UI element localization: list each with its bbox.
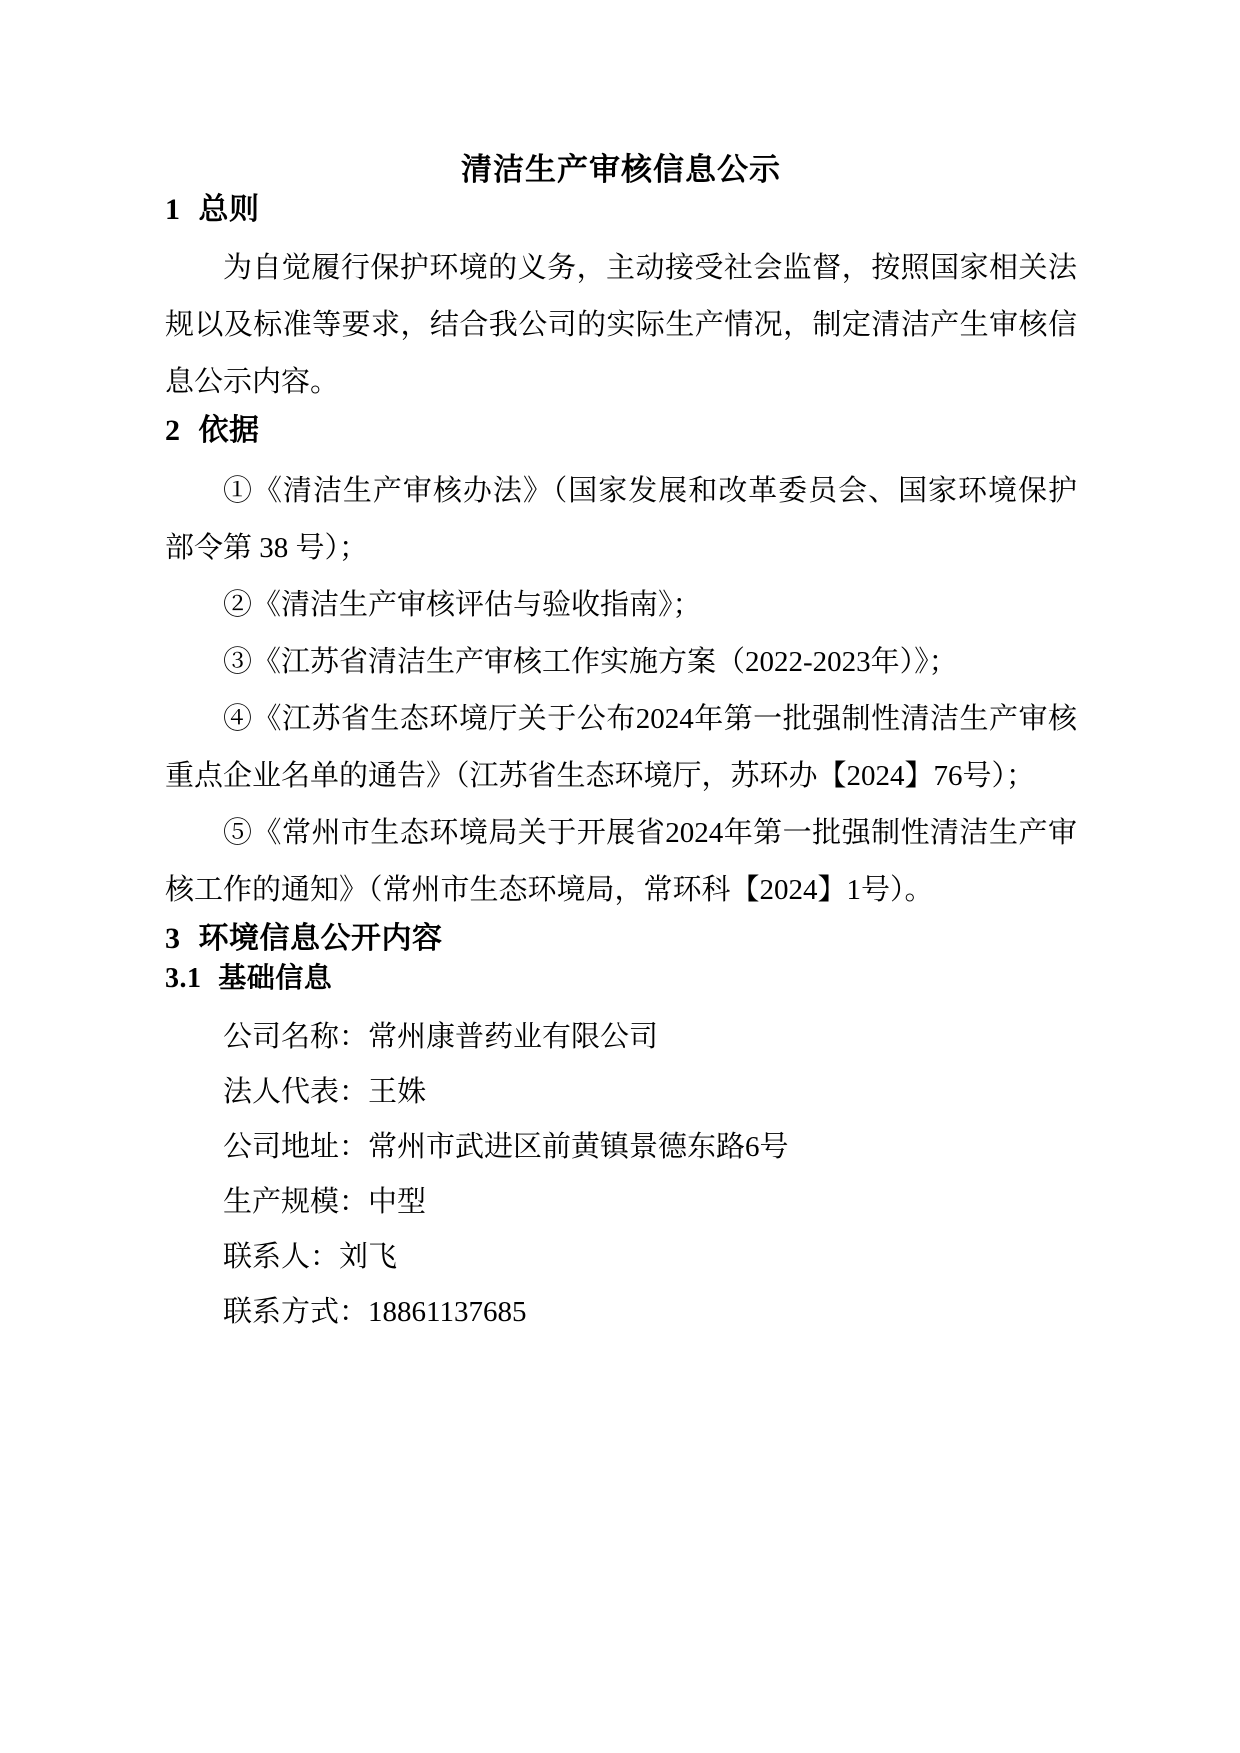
field-label: 联系人： — [223, 1241, 340, 1273]
section-3-1-number: 3.1 — [165, 963, 202, 994]
section-3-title: 环境信息公开内容 — [198, 922, 443, 955]
section-3-number: 3 — [165, 922, 181, 955]
reference-list — [165, 463, 1077, 919]
reference-item-4: ④《江苏省生态环境厅关于公布2024年第一批强制性清洁生产审核重点企业名单的通告》（江苏省生态环境厅，苏环办【2024】76号）； — [165, 703, 1077, 792]
section-3-1-title: 基础信息 — [218, 962, 333, 993]
field-value: 中型 — [368, 1186, 427, 1218]
section-3-1-heading — [165, 959, 1077, 998]
field-label: 联系方式： — [223, 1296, 369, 1328]
field-company-address — [165, 1120, 1077, 1175]
basic-info-fields — [165, 1010, 1077, 1340]
field-contact-phone — [165, 1285, 1077, 1340]
section-1-heading — [165, 190, 1077, 230]
section-1-number: 1 — [165, 193, 181, 226]
reference-item-5: ⑤《常州市生态环境局关于开展省2024年第一批强制性清洁生产审核工作的通知》（常州市生态环境局，常环科【2024】1号）。 — [165, 817, 1077, 906]
reference-item-3: ③《江苏省清洁生产审核工作实施方案（2022-2023年）》； — [223, 646, 958, 678]
field-value: 常州康普药业有限公司 — [368, 1021, 659, 1053]
field-contact-person — [165, 1230, 1077, 1285]
field-label: 公司名称： — [223, 1021, 369, 1053]
field-label: 公司地址： — [223, 1131, 369, 1163]
field-value: 常州市武进区前黄镇景德东路6号 — [368, 1131, 789, 1163]
section-2-number: 2 — [165, 414, 181, 447]
field-value: 王姝 — [368, 1076, 427, 1108]
section-2-heading — [165, 411, 1077, 451]
field-legal-representative — [165, 1065, 1077, 1120]
document-title: 清洁生产审核信息公示 — [461, 152, 781, 187]
reference-item-1: ①《清洁生产审核办法》（国家发展和改革委员会、国家环境保护部令第 38 号）； — [165, 475, 1077, 564]
section-2-title: 依据 — [198, 414, 260, 447]
section-1-paragraph: 为自觉履行保护环境的义务，主动接受社会监督，按照国家相关法规以及标准等要求，结合我公司的实际生产情况，制定清洁产生审核信息公示内容。 — [165, 252, 1077, 398]
section-3-heading — [165, 919, 1077, 959]
field-company-name — [165, 1010, 1077, 1065]
reference-item-2: ②《清洁生产审核评估与验收指南》； — [223, 589, 702, 621]
field-label: 法人代表： — [223, 1076, 369, 1108]
field-production-scale — [165, 1175, 1077, 1230]
section-1-title: 总则 — [198, 193, 260, 226]
field-value: 18861137685 — [368, 1296, 527, 1328]
field-value: 刘飞 — [339, 1241, 398, 1273]
field-label: 生产规模： — [223, 1186, 369, 1218]
